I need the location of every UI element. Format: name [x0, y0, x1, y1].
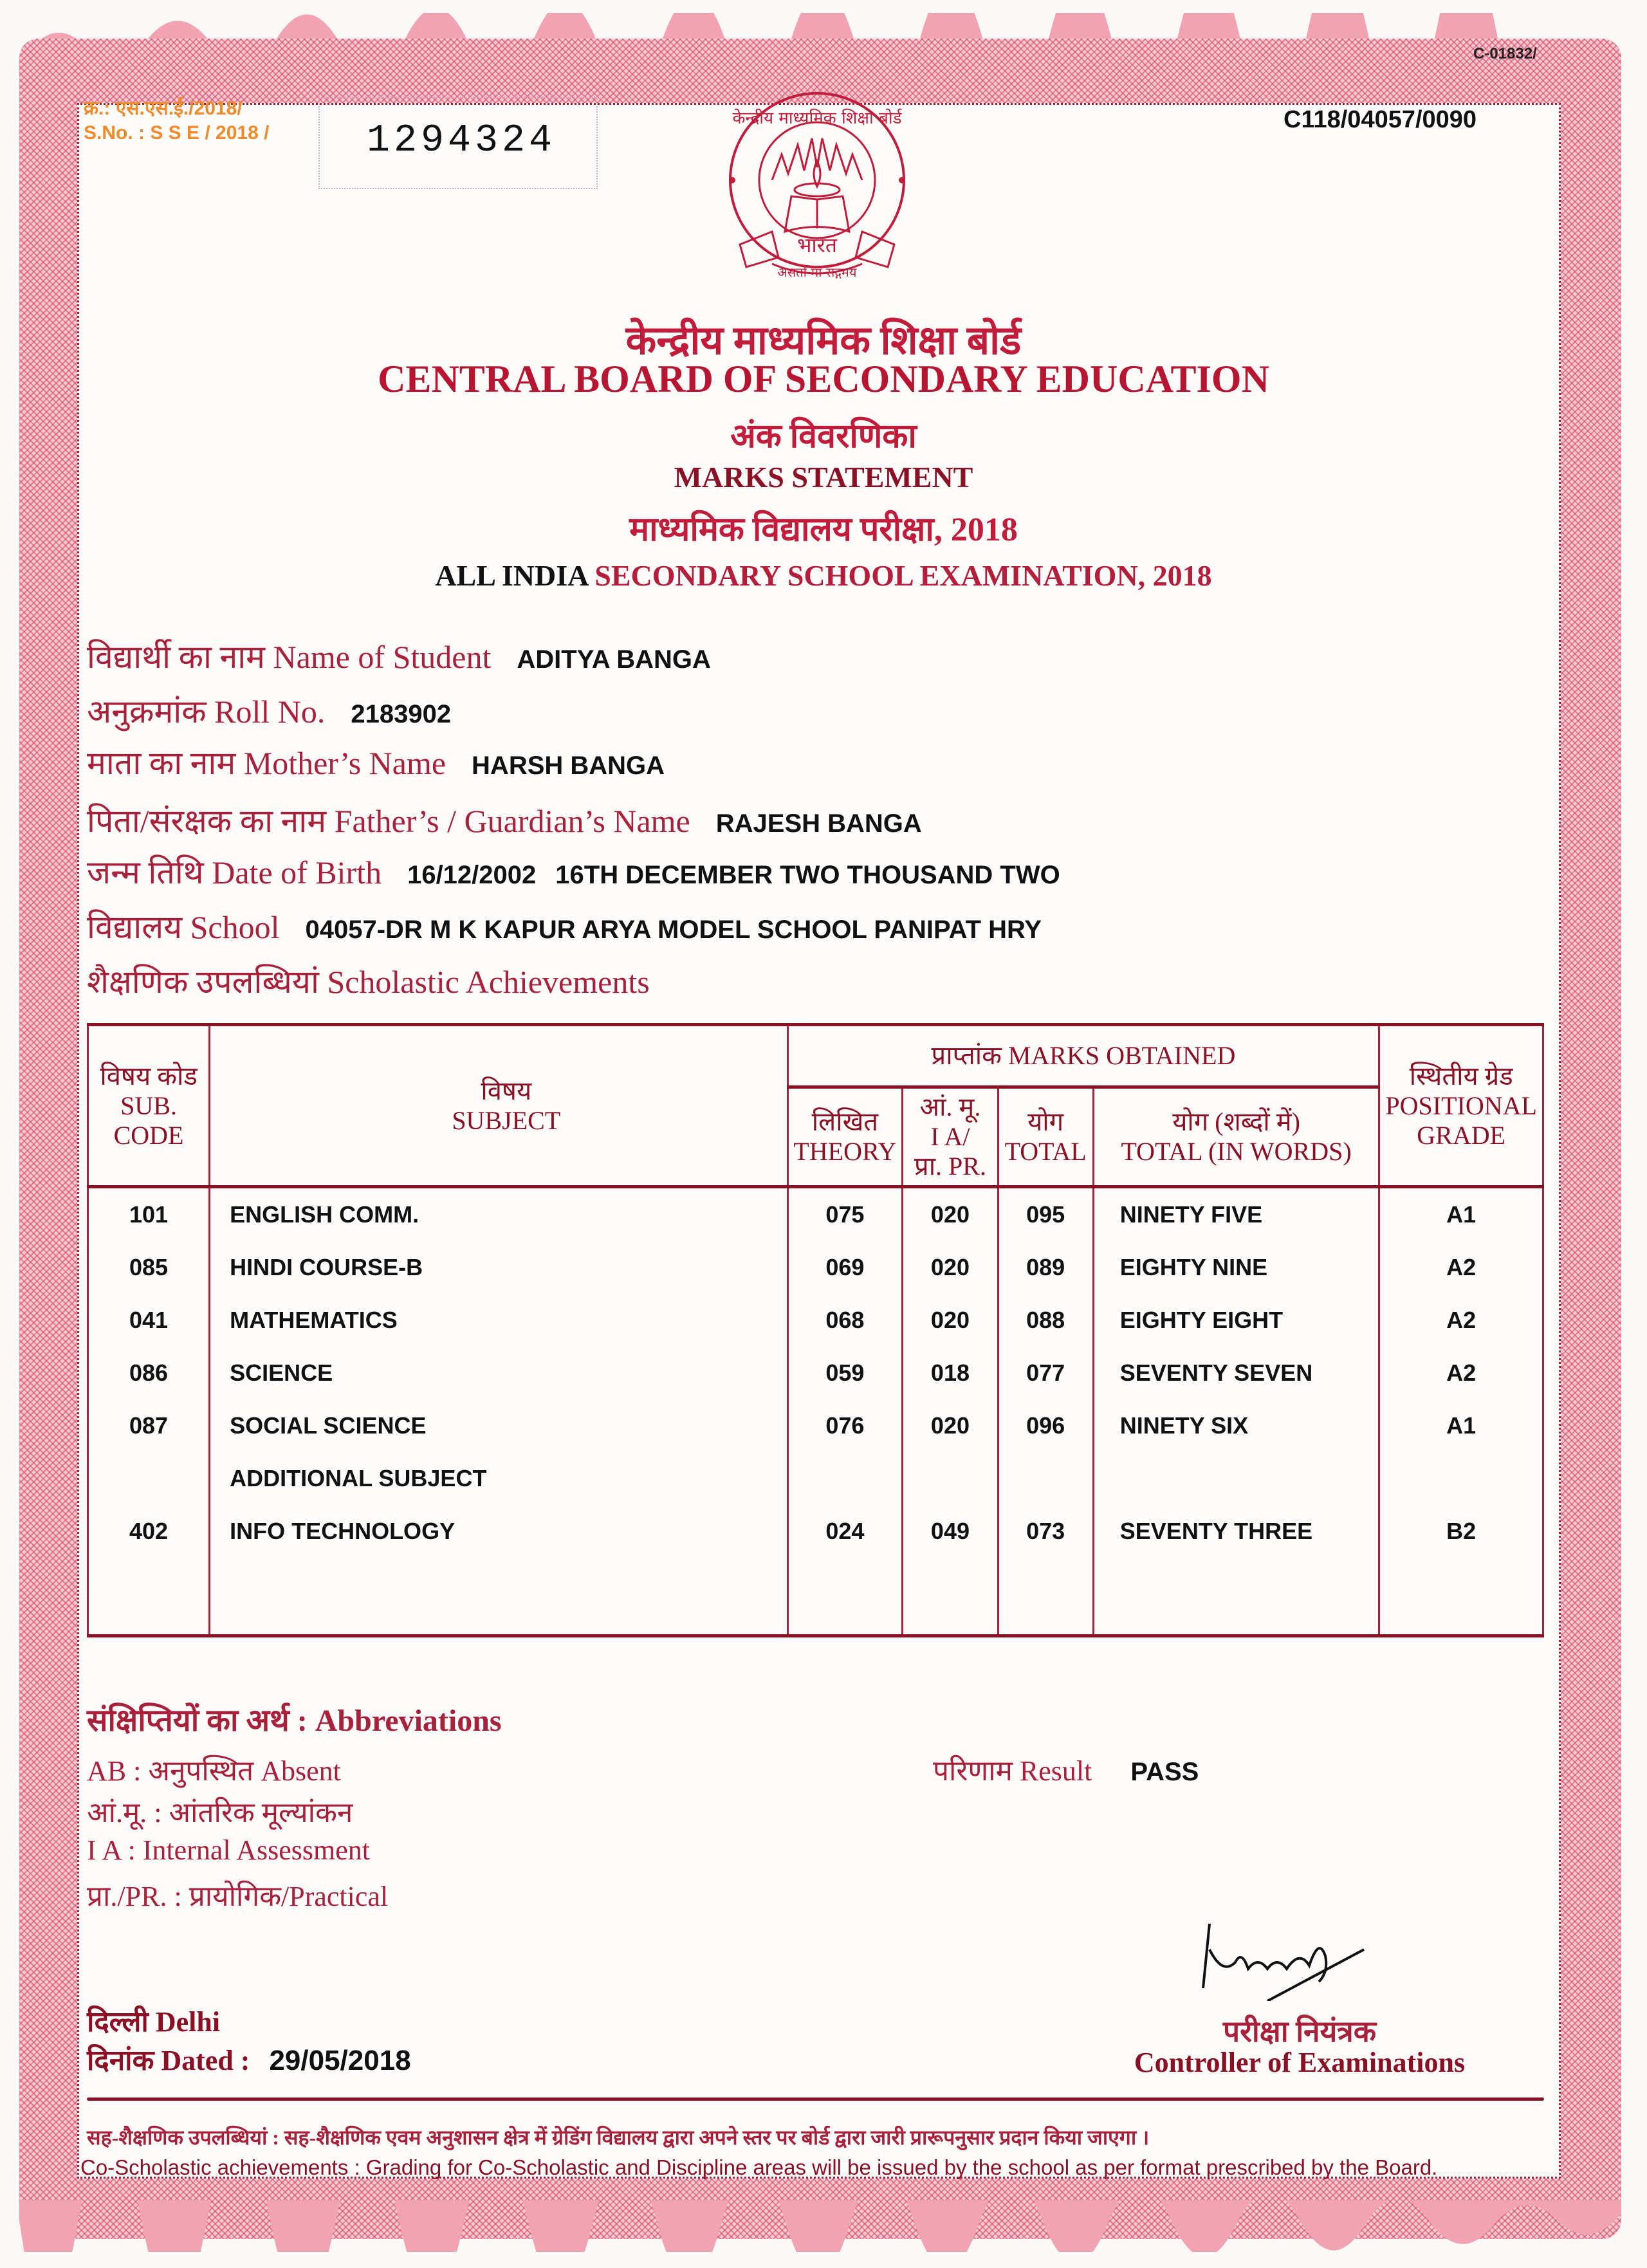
- guilloche-border-bottom: [19, 2200, 1621, 2252]
- total-marks: 095: [998, 1187, 1093, 1242]
- theory-marks: 059: [787, 1347, 903, 1399]
- header-total-english: TOTAL: [1004, 1137, 1087, 1166]
- co-scholastic-note-hindi: सह-शैक्षणिक उपलब्धियां : सह-शैक्षणिक एवम अनुशासन क्षेत्र में ग्रेडिंग विद्यालय द्वारा अपने स्तर पर बोर्ड द्वारा जारी प्रारूपनुसार प्रदान किया जाएगा ।: [87, 2126, 1150, 2149]
- total-in-words: NINETY FIVE: [1093, 1187, 1379, 1242]
- header-theory-hindi: लिखित: [811, 1107, 879, 1136]
- exam-prefix: ALL INDIA: [435, 559, 587, 592]
- header-theory: [787, 1087, 903, 1187]
- total-in-words: SEVENTY THREE: [1093, 1505, 1379, 1636]
- abbreviation-item: AB : अनुपस्थित Absent: [87, 1755, 341, 1787]
- father-name-value: RAJESH BANGA: [715, 809, 922, 838]
- serial-label-english: S.No. : S S E / 2018 /: [84, 122, 270, 143]
- subject-row: [88, 1505, 1543, 1636]
- co-scholastic-note-english: Co-Scholastic achievements : Grading for Co-Scholastic and Discipline areas will be issued by the school as per format prescribed by the Board.: [80, 2155, 1438, 2179]
- ia-marks: 049: [903, 1505, 998, 1636]
- header-words-hindi: योग (शब्दों में): [1172, 1107, 1300, 1136]
- header-total-hindi: योग: [1027, 1107, 1064, 1136]
- signature-icon: [1197, 1911, 1390, 2001]
- student-name-value: ADITYA BANGA: [517, 645, 711, 674]
- result-label: परिणाम Result: [933, 1755, 1092, 1787]
- school-label: विद्यालय School: [87, 909, 280, 945]
- header-ia-english: I A/: [930, 1122, 970, 1151]
- header-theory-english: THEORY: [793, 1137, 897, 1166]
- subject-row: [88, 1241, 1543, 1294]
- father-name-label: पिता/संरक्षक का नाम Father’s / Guardian’s Name: [87, 803, 690, 839]
- total-in-words: [1093, 1452, 1379, 1505]
- abbreviation-item: I A : Internal Assessment: [87, 1834, 370, 1866]
- subject-name: MATHEMATICS: [210, 1294, 787, 1347]
- subject-name: ADDITIONAL SUBJECT: [210, 1452, 787, 1505]
- subject-name: HINDI COURSE-B: [210, 1241, 787, 1294]
- exam-title-hindi: माध्यमिक विद्यालय परीक्षा, 2018: [629, 512, 1018, 548]
- subject-row: [88, 1347, 1543, 1399]
- total-marks: 096: [998, 1399, 1093, 1452]
- ia-marks: 020: [903, 1241, 998, 1294]
- header-ia-pr: [903, 1087, 998, 1187]
- header-grade-hindi: स्थितीय ग्रेड: [1409, 1061, 1513, 1091]
- board-name-english: CENTRAL BOARD OF SECONDARY EDUCATION: [378, 358, 1269, 400]
- subject-code: 086: [88, 1347, 210, 1399]
- positional-grade: A1: [1379, 1187, 1543, 1242]
- logo-center-text: भारत: [796, 233, 838, 257]
- abbreviation-item: प्रा./PR. : प्रायोगिक/Practical: [87, 1881, 389, 1912]
- date-row: [87, 2040, 411, 2078]
- total-marks: 089: [998, 1241, 1093, 1294]
- dob-label: जन्म तिथि Date of Birth: [87, 854, 382, 890]
- header-words-english: TOTAL (IN WORDS): [1121, 1137, 1352, 1166]
- positional-grade: A1: [1379, 1399, 1543, 1452]
- school-value: 04057-DR M K KAPUR ARYA MODEL SCHOOL PANIPAT HRY: [305, 916, 1042, 944]
- school-row: [87, 904, 1042, 948]
- theory-marks: 075: [787, 1187, 903, 1242]
- subject-row: [88, 1399, 1543, 1452]
- subject-name: SCIENCE: [210, 1347, 787, 1399]
- scholastic-label: शैक्षणिक उपलब्धियां Scholastic Achievements: [87, 964, 650, 1000]
- exam-title-english: [0, 558, 1647, 593]
- ia-marks: 018: [903, 1347, 998, 1399]
- father-name-row: [87, 798, 922, 842]
- ia-marks: 020: [903, 1187, 998, 1242]
- mother-name-value: HARSH BANGA: [472, 751, 665, 780]
- roll-number-value: 2183902: [351, 700, 452, 728]
- marks-table-body: [88, 1187, 1543, 1636]
- controller-title-english: Controller of Examinations: [1134, 2047, 1466, 2078]
- subject-code: [88, 1452, 210, 1505]
- subject-row: [88, 1294, 1543, 1347]
- result-row: [933, 1750, 1199, 1789]
- header-subject: [210, 1025, 787, 1187]
- header-total-in-words: [1093, 1087, 1379, 1187]
- board-name-hindi: केन्द्रीय माध्यमिक शिक्षा बोर्ड: [625, 319, 1022, 363]
- exam-name: SECONDARY SCHOOL EXAMINATION, 2018: [594, 559, 1212, 592]
- dob-row: [87, 849, 1060, 893]
- subject-name: INFO TECHNOLOGY: [210, 1505, 787, 1636]
- header-sub-code-english: SUB. CODE: [113, 1091, 184, 1150]
- ia-marks: 020: [903, 1294, 998, 1347]
- theory-marks: [787, 1452, 903, 1505]
- total-marks: 077: [998, 1347, 1093, 1399]
- roll-number-label: अनुक्रमांक Roll No.: [87, 694, 326, 730]
- mother-name-row: [87, 740, 665, 784]
- date-value: 29/05/2018: [269, 2045, 411, 2076]
- total-in-words: SEVENTY SEVEN: [1093, 1347, 1379, 1399]
- date-label: दिनांक Dated :: [87, 2045, 250, 2076]
- total-marks: [998, 1452, 1093, 1505]
- positional-grade: A2: [1379, 1241, 1543, 1294]
- positional-grade: A2: [1379, 1294, 1543, 1347]
- reference-code: C118/04057/0090: [1284, 106, 1477, 133]
- statement-title-english: MARKS STATEMENT: [674, 461, 973, 493]
- header-sub-code-hindi: विषय कोड: [100, 1061, 198, 1091]
- header-subject-hindi: विषय: [481, 1076, 532, 1105]
- theory-marks: 076: [787, 1399, 903, 1452]
- serial-label-hindi: क्र.: एस.एस.ई./2018/: [84, 98, 243, 119]
- total-in-words: EIGHTY NINE: [1093, 1241, 1379, 1294]
- positional-grade: [1379, 1452, 1543, 1505]
- positional-grade: B2: [1379, 1505, 1543, 1636]
- header-marks-obtained: प्राप्तांक MARKS OBTAINED: [787, 1025, 1379, 1087]
- statement-title-hindi: अंक विवरणिका: [730, 418, 917, 455]
- header-total: [998, 1087, 1093, 1187]
- serial-number: 1294324: [367, 119, 557, 163]
- serial-label: [84, 97, 269, 145]
- logo-motto: असतो मा सद्गमय: [777, 264, 857, 280]
- header-grade-english: POSITIONAL GRADE: [1385, 1091, 1537, 1150]
- roll-number-row: [87, 688, 451, 732]
- total-in-words: EIGHTY EIGHT: [1093, 1294, 1379, 1347]
- mother-name-label: माता का नाम Mother’s Name: [87, 745, 446, 781]
- theory-marks: 024: [787, 1505, 903, 1636]
- subject-code: 101: [88, 1187, 210, 1242]
- subject-name: SOCIAL SCIENCE: [210, 1399, 787, 1452]
- subject-row: [88, 1187, 1543, 1242]
- subject-code: 087: [88, 1399, 210, 1452]
- control-number: C-01832/: [1473, 45, 1537, 62]
- ia-marks: [903, 1452, 998, 1505]
- positional-grade: A2: [1379, 1347, 1543, 1399]
- subject-code: 085: [88, 1241, 210, 1294]
- result-value: PASS: [1130, 1758, 1199, 1786]
- abbreviations-title: संक्षिप्तियों का अर्थ : Abbreviations: [87, 1704, 502, 1738]
- header-sub-code: [88, 1025, 210, 1187]
- abbreviation-item: आं.मू. : आंतरिक मूल्यांकन: [87, 1797, 353, 1829]
- footer-divider: [87, 2097, 1544, 2101]
- logo-ring-text: केन्द्रीय माध्यमिक शिक्षा बोर्ड: [732, 109, 902, 128]
- place-label: दिल्ली Delhi: [87, 2006, 221, 2038]
- dob-words: 16TH DECEMBER TWO THOUSAND TWO: [555, 861, 1060, 889]
- header-subject-english: SUBJECT: [452, 1105, 561, 1135]
- cbse-logo-icon: [701, 84, 933, 290]
- subject-code: 402: [88, 1505, 210, 1636]
- theory-marks: 069: [787, 1241, 903, 1294]
- student-name-label: विद्यार्थी का नाम Name of Student: [87, 639, 492, 675]
- controller-title-hindi: परीक्षा नियंत्रक: [1222, 2015, 1377, 2048]
- marks-table: [87, 1023, 1544, 1637]
- section-row: [88, 1452, 1543, 1505]
- theory-marks: 068: [787, 1294, 903, 1347]
- total-in-words: NINETY SIX: [1093, 1399, 1379, 1452]
- dob-value: 16/12/2002: [407, 861, 537, 889]
- header-practical: प्रा. PR.: [914, 1152, 986, 1181]
- subject-code: 041: [88, 1294, 210, 1347]
- student-name-row: [87, 634, 711, 678]
- total-marks: 073: [998, 1505, 1093, 1636]
- ia-marks: 020: [903, 1399, 998, 1452]
- subject-name: ENGLISH COMM.: [210, 1187, 787, 1242]
- header-positional-grade: [1379, 1025, 1543, 1187]
- header-ia-hindi: आं. मू.: [919, 1093, 981, 1121]
- total-marks: 088: [998, 1294, 1093, 1347]
